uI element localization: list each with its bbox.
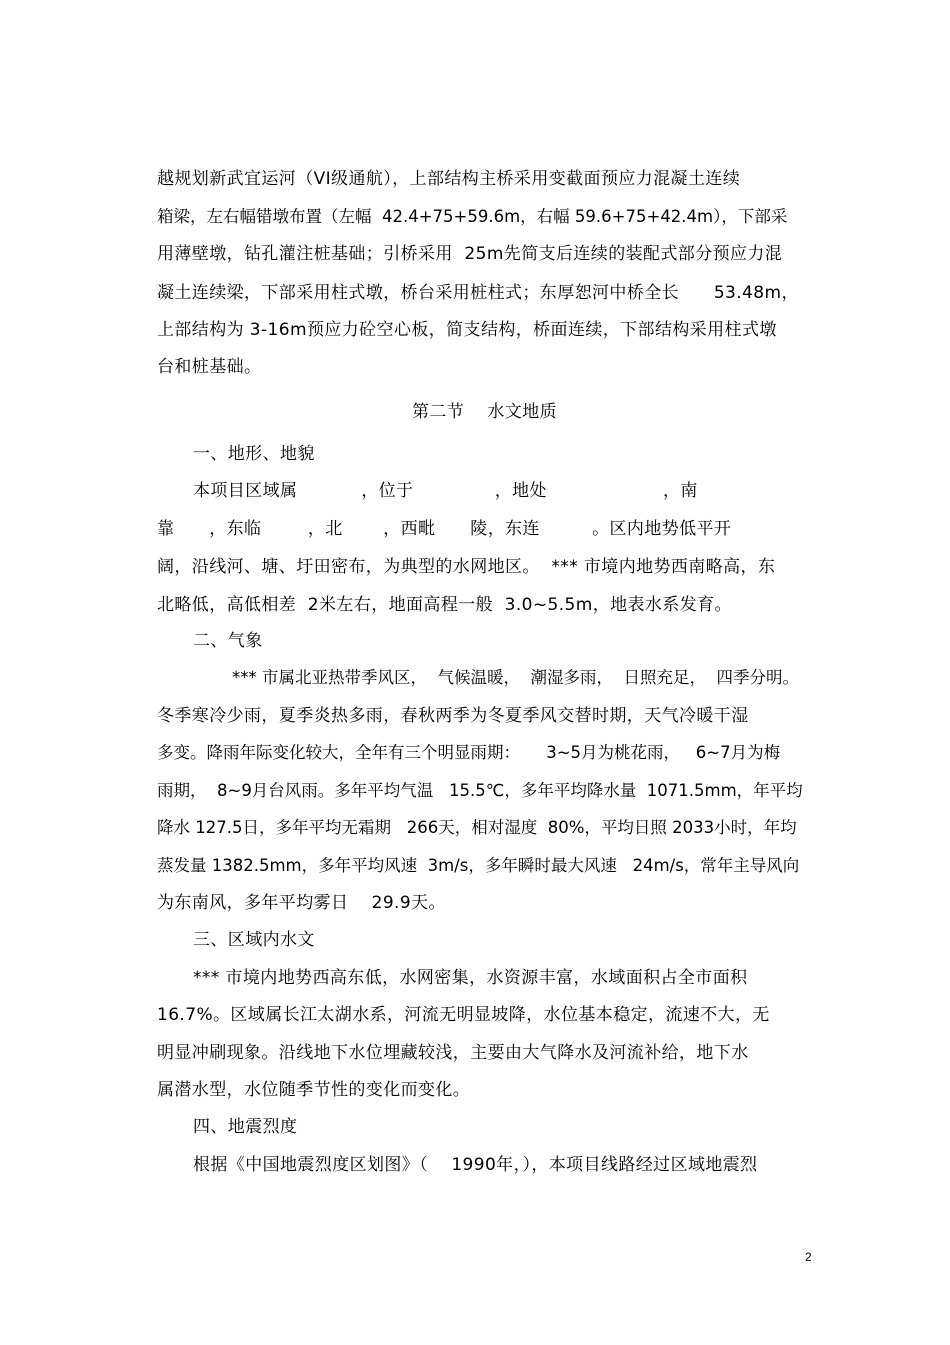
body-line: 16.7%。区域属长江太湖水系，河流无明显坡降，水位基本稳定，流速不大，无 bbox=[157, 1005, 770, 1025]
body-line: 属潜水型，水位随季节性的变化而变化。 bbox=[157, 1080, 471, 1100]
body-line: 箱梁，左右幅错墩布置（左幅 42.4+75+59.6m，右幅 59.6+75+42.4m），下部采 bbox=[157, 207, 788, 226]
subsection-heading: 二、气象 bbox=[193, 631, 263, 651]
body-line: 明显冲刷现象。沿线地下水位埋藏较浅，主要由大气降水及河流补给，地下水 bbox=[157, 1043, 749, 1063]
body-line: 阔，沿线河、塘、圩田密布，为典型的水网地区。 *** 市境内地势西南略高，东 bbox=[157, 557, 776, 577]
section-heading: 第二节 水文地质 bbox=[412, 402, 558, 422]
body-line: 降水 127.5日，多年平均无霜期 266天，相对湿度 80%，平均日照 2033小时，年均 bbox=[157, 818, 797, 837]
body-line: 北略低，高低相差 2米左右，地面高程一般 3.0~5.5m，地表水系发育。 bbox=[157, 595, 732, 615]
body-line: 靠 ，东临 ，北 ，西毗 陵，东连 。区内地势低平开 bbox=[157, 519, 732, 539]
body-line: 越规划新武宜运河（VI级通航），上部结构主桥采用变截面预应力混凝土连续 bbox=[157, 169, 741, 189]
subsection-heading: 四、地震烈度 bbox=[193, 1117, 298, 1137]
body-line: 上部结构为 3-16m预应力砼空心板，简支结构，桥面连续，下部结构采用柱式墩 bbox=[157, 320, 777, 340]
body-line: 冬季寒冷少雨，夏季炎热多雨，春秋两季为冬夏季风交替时期，天气冷暖干湿 bbox=[157, 706, 749, 726]
subsection-heading: 三、区域内水文 bbox=[193, 930, 315, 950]
body-line: 根据《中国地震烈度区划图》（ 1990年，），本项目线路经过区域地震烈 bbox=[193, 1155, 758, 1175]
body-line: 蒸发量 1382.5mm，多年平均风速 3m/s，多年瞬时最大风速 24m/s，常年主导风向 bbox=[157, 856, 800, 875]
body-line: 为东南风，多年平均雾日 29.9天。 bbox=[157, 893, 446, 913]
body-line: 台和桩基础。 bbox=[157, 357, 262, 377]
body-line: *** 市境内地势西高东低，水网密集，水资源丰富，水域面积占全市面积 bbox=[193, 968, 748, 988]
page-number: 2 bbox=[805, 1250, 812, 1264]
body-line: 用薄壁墩，钻孔灌注桩基础；引桥采用 25m先简支后连续的装配式部分预应力混 bbox=[157, 244, 783, 264]
body-line: 雨期， 8~9月台风雨。多年平均气温 15.5℃，多年平均降水量 1071.5mm，年平均 bbox=[157, 781, 803, 800]
subsection-heading: 一、地形、地貌 bbox=[193, 444, 315, 464]
body-line: 多变。降雨年际变化较大，全年有三个明显雨期： 3~5月为桃花雨， 6~7月为梅 bbox=[157, 743, 781, 762]
body-line: 本项目区域属 ，位于 ，地处 ，南 bbox=[193, 481, 698, 501]
body-line: *** 市属北亚热带季风区， 气候温暖， 潮湿多雨， 日照充足， 四季分明。 bbox=[232, 668, 799, 687]
body-line: 凝土连续梁，下部采用柱式墩，桥台采用桩柱式；东厚恕河中桥全长 53.48m， bbox=[157, 283, 799, 303]
